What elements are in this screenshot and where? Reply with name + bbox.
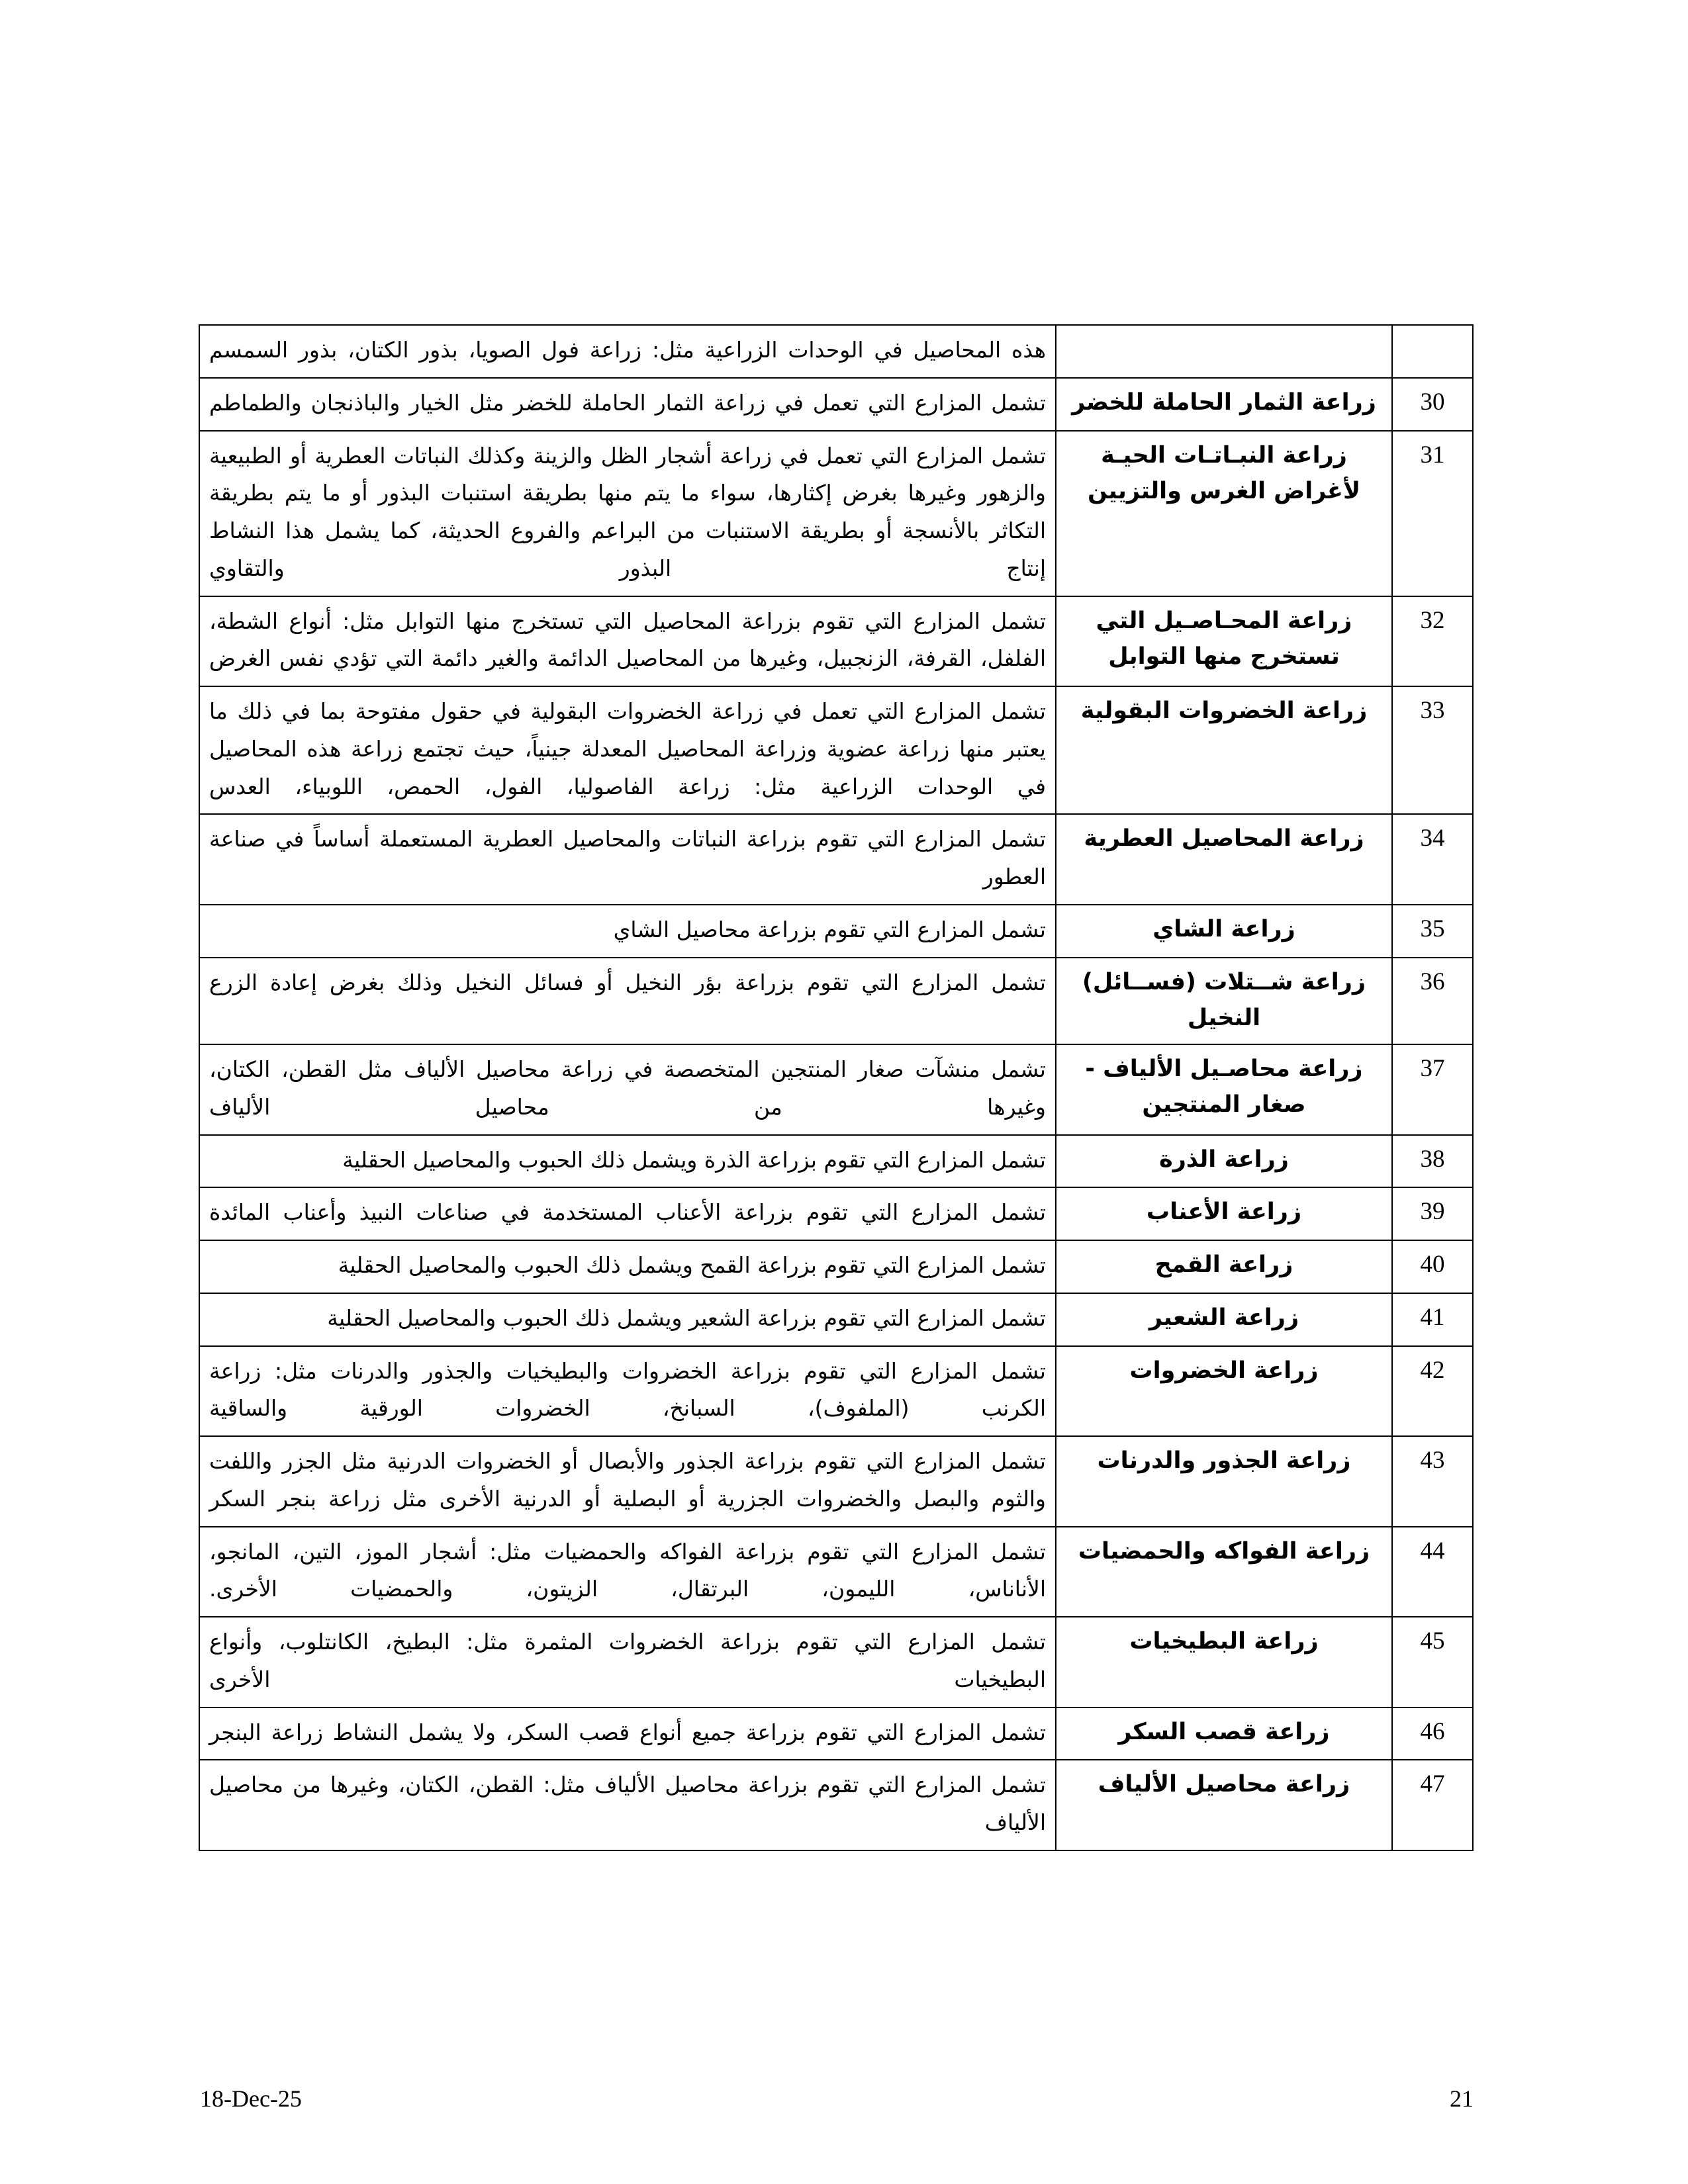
activity-number-cell: 39 [1392,1187,1473,1240]
activity-number-cell: 37 [1392,1044,1473,1135]
activity-number-cell: 31 [1392,431,1473,596]
activity-title-cell: زراعة المحـاصـيل التي تستخرج منها التوابل [1056,596,1392,687]
activity-description-cell: تشمل المزارع التي تقوم بزراعة بؤر النخيل أو فسائل النخيل وذلك بغرض إعادة الزرع [199,958,1056,1045]
table-row [199,1240,1473,1293]
activity-title-cell: زراعة النبـاتـات الحيـة لأغراض الغرس والتزيين [1056,431,1392,596]
activity-title-cell: زراعة محاصيل الألياف [1056,1760,1392,1850]
activity-description-cell: تشمل المزارع التي تقوم بزراعة الفواكه والحمضيات مثل: أشجار الموز، التين، المانجو، الأناناس، الليمون، البرتقال، الزيتون، والحمضيات الأخرى. [199,1527,1056,1617]
activity-number-cell: 38 [1392,1135,1473,1188]
activity-title-cell: زراعة الشعير [1056,1293,1392,1346]
activity-description-cell: هذه المحاصيل في الوحدات الزراعية مثل: زراعة فول الصويا، بذور الكتان، بذور السمسم [199,325,1056,378]
table-row [199,1527,1473,1617]
footer-date: 18-Dec-25 [200,2085,302,2112]
activity-table-container [200,324,1474,1851]
activity-description-cell: تشمل المزارع التي تقوم بزراعة الشعير ويشمل ذلك الحبوب والمحاصيل الحقلية [199,1293,1056,1346]
activity-title-cell: زراعة قصب السكر [1056,1707,1392,1760]
activity-title-cell: زراعة محاصـيل الألياف - صغار المنتجين [1056,1044,1392,1135]
activity-description-cell: تشمل المزارع التي تقوم بزراعة الذرة ويشمل ذلك الحبوب والمحاصيل الحقلية [199,1135,1056,1188]
table-row [199,1044,1473,1135]
activity-title-cell: زراعة الأعناب [1056,1187,1392,1240]
activity-table-body [199,325,1473,1850]
activity-number-cell: 36 [1392,958,1473,1045]
activity-title-cell [1056,325,1392,378]
activity-number-cell: 43 [1392,1436,1473,1527]
activity-number-cell: 30 [1392,378,1473,431]
activity-number-cell: 45 [1392,1617,1473,1707]
activity-number-cell: 40 [1392,1240,1473,1293]
activity-description-cell: تشمل المزارع التي تعمل في زراعة أشجار الظل والزينة وكذلك النباتات العطرية أو الطبيعية والزهور وغيرها بغرض إكثارها، سواء ما يتم منها بطريقة استنبات البذور أو ما يتم بطريقة التكاثر بالأنسجة أو بطريقة الاستنبات من البراعم والفروع الحديثة، كما يشمل هذا النشاط إنتاج البذور والتقاوي [199,431,1056,596]
activity-description-cell: تشمل المزارع التي تقوم بزراعة النباتات والمحاصيل العطرية المستعملة أساساً في صناعة العطور [199,814,1056,905]
activity-title-cell: زراعة الخضروات [1056,1346,1392,1437]
activity-number-cell: 33 [1392,686,1473,814]
activity-description-cell: تشمل المزارع التي تقوم بزراعة المحاصيل التي تستخرج منها التوابل مثل: أنواع الشطة، الفلفل، القرفة، الزنجبيل، وغيرها من المحاصيل الدائمة والغير دائمة التي تؤدي نفس الغرض [199,596,1056,687]
activity-description-cell: تشمل منشآت صغار المنتجين المتخصصة في زراعة محاصيل الألياف مثل القطن، الكتان، وغيرها من محاصيل الألياف [199,1044,1056,1135]
activity-title-cell: زراعة شــتلات (فســائل) النخيل [1056,958,1392,1045]
table-row [199,378,1473,431]
page-footer [200,2085,1474,2113]
activity-number-cell: 34 [1392,814,1473,905]
activity-number-cell: 47 [1392,1760,1473,1850]
activity-title-cell: زراعة القمح [1056,1240,1392,1293]
table-row [199,1707,1473,1760]
table-row [199,905,1473,958]
table-row [199,1346,1473,1437]
activity-table [199,324,1474,1851]
table-row [199,1187,1473,1240]
activity-description-cell: تشمل المزارع التي تقوم بزراعة محاصيل الشاي [199,905,1056,958]
table-row [199,1436,1473,1527]
table-row [199,686,1473,814]
activity-description-cell: تشمل المزارع التي تقوم بزراعة جميع أنواع قصب السكر، ولا يشمل النشاط زراعة البنجر [199,1707,1056,1760]
activity-number-cell: 35 [1392,905,1473,958]
activity-title-cell: زراعة الذرة [1056,1135,1392,1188]
activity-title-cell: زراعة الجذور والدرنات [1056,1436,1392,1527]
table-row [199,1760,1473,1850]
activity-number-cell: 46 [1392,1707,1473,1760]
activity-title-cell: زراعة الشاي [1056,905,1392,958]
activity-number-cell: 44 [1392,1527,1473,1617]
table-row [199,1135,1473,1188]
activity-description-cell: تشمل المزارع التي تقوم بزراعة الخضروات المثمرة مثل: البطيخ، الكانتلوب، وأنواع البطيخيات الأخرى [199,1617,1056,1707]
table-row [199,596,1473,687]
activity-description-cell: تشمل المزارع التي تقوم بزراعة القمح ويشمل ذلك الحبوب والمحاصيل الحقلية [199,1240,1056,1293]
footer-page-number: 21 [1450,2085,1474,2112]
activity-title-cell: زراعة الخضروات البقولية [1056,686,1392,814]
activity-description-cell: تشمل المزارع التي تقوم بزراعة الأعناب المستخدمة في صناعات النبيذ وأعناب المائدة [199,1187,1056,1240]
table-row [199,1617,1473,1707]
activity-title-cell: زراعة الثمار الحاملة للخضر [1056,378,1392,431]
activity-title-cell: زراعة الفواكه والحمضيات [1056,1527,1392,1617]
activity-description-cell: تشمل المزارع التي تعمل في زراعة الثمار الحاملة للخضر مثل الخيار والباذنجان والطماطم [199,378,1056,431]
activity-title-cell: زراعة المحاصيل العطرية [1056,814,1392,905]
activity-number-cell: 41 [1392,1293,1473,1346]
activity-description-cell: تشمل المزارع التي تعمل في زراعة الخضروات البقولية في حقول مفتوحة بما في ذلك ما يعتبر منها زراعة عضوية وزراعة المحاصيل المعدلة جينياً، حيث تجتمع زراعة هذه المحاصيل في الوحدات الزراعية مثل: زراعة الفاصوليا، الفول، الحمص، اللوبياء، العدس [199,686,1056,814]
table-row [199,814,1473,905]
table-row [199,431,1473,596]
table-row [199,325,1473,378]
table-row [199,1293,1473,1346]
activity-number-cell [1392,325,1473,378]
table-row [199,958,1473,1045]
activity-number-cell: 32 [1392,596,1473,687]
activity-number-cell: 42 [1392,1346,1473,1437]
activity-description-cell: تشمل المزارع التي تقوم بزراعة الجذور والأبصال أو الخضروات الدرنية مثل الجزر واللفت والثوم والبصل والخضروات الجزرية أو البصلية أو الدرنية الأخرى مثل زراعة بنجر السكر [199,1436,1056,1527]
activity-description-cell: تشمل المزارع التي تقوم بزراعة محاصيل الألياف مثل: القطن، الكتان، وغيرها من محاصيل الألياف [199,1760,1056,1850]
activity-description-cell: تشمل المزارع التي تقوم بزراعة الخضروات والبطيخيات والجذور والدرنات مثل: زراعة الكرنب (الملفوف)، السبانخ، الخضروات الورقية والساقية [199,1346,1056,1437]
activity-title-cell: زراعة البطيخيات [1056,1617,1392,1707]
